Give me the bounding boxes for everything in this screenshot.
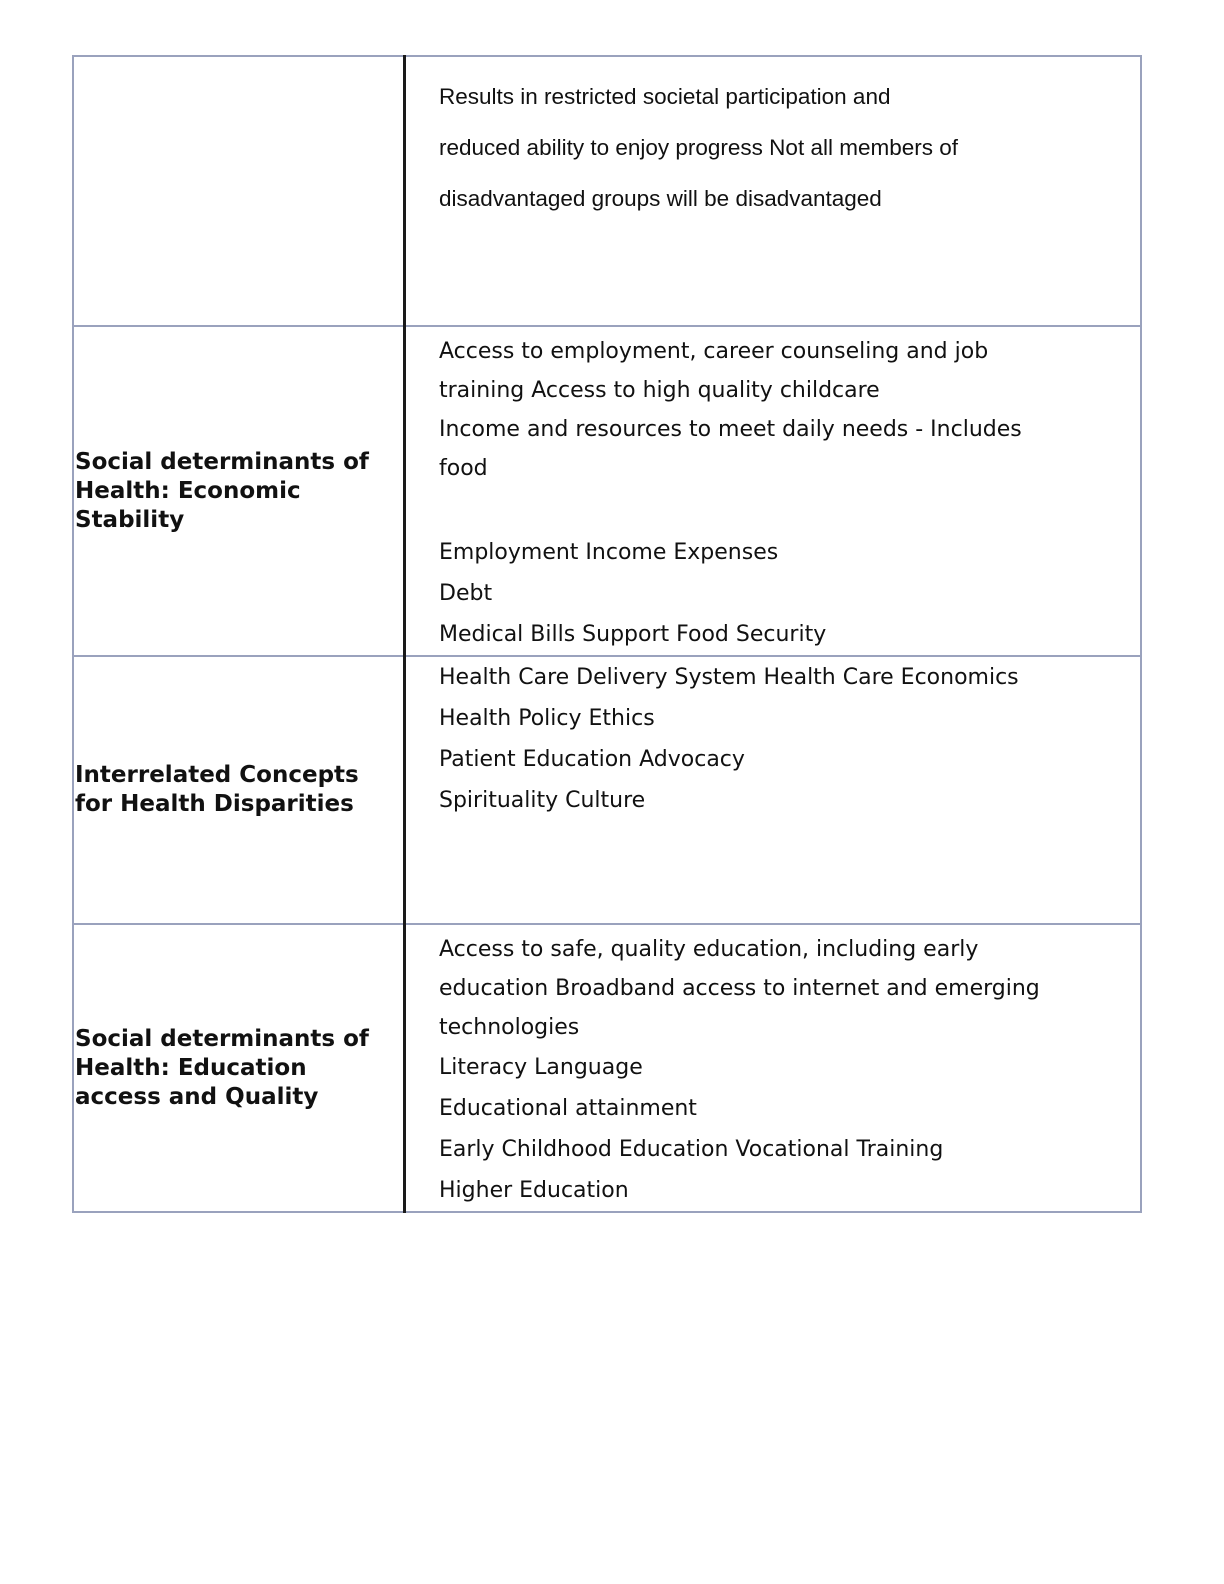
row-content-cell: [405, 56, 1142, 326]
row-content-cell: [405, 924, 1142, 1212]
content-line: Employment Income Expenses: [439, 540, 779, 565]
content-line: training Access to high quality childcare: [439, 378, 880, 403]
content-line: Early Childhood Education Vocational Training: [439, 1137, 944, 1162]
content-line: food: [439, 456, 488, 481]
row-heading: Social determinants of Health: Economic Stability: [75, 448, 369, 533]
content-line: education Broadband access to internet and emerging: [439, 976, 1040, 1001]
content-line: Access to safe, quality education, including early: [439, 937, 979, 962]
content-line: technologies: [439, 1015, 580, 1040]
content-line: Spirituality Culture: [439, 788, 646, 813]
table-row: [73, 924, 1141, 1212]
content-line: disadvantaged groups will be disadvantaged: [439, 186, 882, 211]
content-line: Results in restricted societal participation and: [439, 84, 891, 109]
row-heading: Social determinants of Health: Education access and Quality: [75, 1025, 369, 1110]
table-row: [73, 326, 1141, 656]
content-table: [72, 55, 1142, 1213]
content-line: Patient Education Advocacy: [439, 747, 745, 772]
content-line: Health Care Delivery System Health Care Economics: [439, 665, 1019, 690]
content-line: Literacy Language: [439, 1055, 643, 1080]
table-row: [73, 656, 1141, 924]
content-line: Educational attainment: [439, 1096, 697, 1121]
row-label-cell: [73, 326, 405, 656]
content-line: Medical Bills Support Food Security: [439, 622, 827, 647]
row-label-cell: [73, 56, 405, 326]
row-content-cell: [405, 326, 1142, 656]
table-row: [73, 56, 1141, 326]
content-line: Health Policy Ethics: [439, 706, 655, 731]
row-label-cell: [73, 924, 405, 1212]
row-heading: Interrelated Concepts for Health Disparities: [75, 762, 359, 817]
content-line: Debt: [439, 581, 493, 606]
content-line: Income and resources to meet daily needs - Includes: [439, 417, 1022, 442]
content-line: Higher Education: [439, 1178, 629, 1203]
row-content-cell: [405, 656, 1142, 924]
content-line: reduced ability to enjoy progress Not all members of: [439, 135, 958, 160]
row-label-cell: [73, 656, 405, 924]
content-line: Access to employment, career counseling and job: [439, 339, 989, 364]
